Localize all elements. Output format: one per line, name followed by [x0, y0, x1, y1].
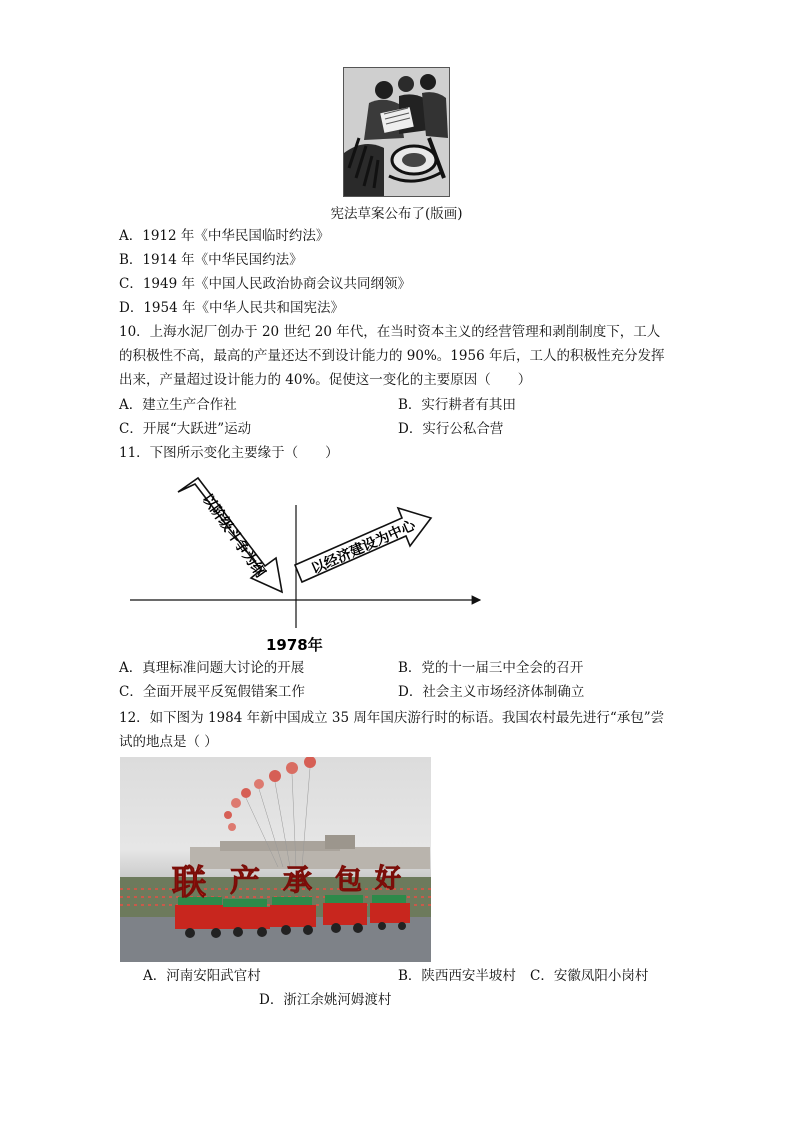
q10-option-a: A．建立生产合作社: [119, 397, 237, 413]
woodcut-print-image: [343, 67, 450, 197]
banner-char-5: 好: [375, 864, 402, 894]
q12-option-a: A．河南安阳武官村: [143, 968, 261, 984]
banner-char-4: 包: [335, 865, 362, 896]
q12-option-d: D．浙江余姚河姆渡村: [259, 992, 392, 1008]
q10-stem-line2: 的积极性不高，最高的产量还达不到设计能力的 90%。1956 年后，工人的积极性充分发挥: [119, 348, 665, 364]
parade-photo: [120, 757, 431, 962]
q11-option-c: C．全面开展平反冤假错案工作: [119, 684, 305, 700]
q10-stem-line3: 出来，产量超过设计能力的 40%。促使这一变化的主要原因（ ）: [119, 372, 532, 388]
q9-option-c: C．1949 年《中国人民政治协商会议共同纲领》: [119, 276, 411, 292]
q12-option-b: B．陕西西安半坡村: [398, 968, 516, 984]
q9-option-b: B．1914 年《中华民国约法》: [119, 252, 303, 268]
q10-option-c: C．开展“大跃进”运动: [119, 421, 252, 437]
class-struggle-label: 以阶级斗争为纲: [198, 491, 269, 581]
q9-option-d: D．1954 年《中华人民共和国宪法》: [119, 300, 344, 316]
q12-stem-line2: 试的地点是（ ）: [119, 734, 218, 750]
q12-stem-line1: 12．如下图为 1984 年新中国成立 35 周年国庆游行时的标语。我国农村最先进行“承包”尝: [119, 710, 665, 726]
q9-option-a: A．1912 年《中华民国临时约法》: [119, 228, 330, 244]
q11-policy-shift-diagram: [120, 470, 500, 660]
q11-option-b: B．党的十一届三中全会的召开: [398, 660, 584, 676]
q10-option-b: B．实行耕者有其田: [398, 397, 516, 413]
q10-option-d: D．实行公私合营: [398, 421, 504, 437]
q10-stem-line1: 10．上海水泥厂创办于 20 世纪 20 年代，在当时资本主义的经营管理和剥削制度下，工人: [119, 324, 661, 340]
banner-char-1: 联: [172, 863, 206, 903]
woodcut-caption: 宪法草案公布了(版画): [330, 206, 463, 222]
year-label: 1978年: [266, 636, 323, 654]
banner-char-2: 产: [230, 864, 260, 899]
q12-option-c: C．安徽凤阳小岗村: [530, 968, 649, 984]
q11-stem: 11．下图所示变化主要缘于（ ）: [119, 445, 339, 461]
banner-char-3: 承: [283, 863, 313, 897]
q11-option-a: A．真理标准问题大讨论的开展: [119, 660, 305, 676]
q11-option-d: D．社会主义市场经济体制确立: [398, 684, 585, 700]
economic-construction-label: 以经济建设为中心: [309, 517, 418, 578]
